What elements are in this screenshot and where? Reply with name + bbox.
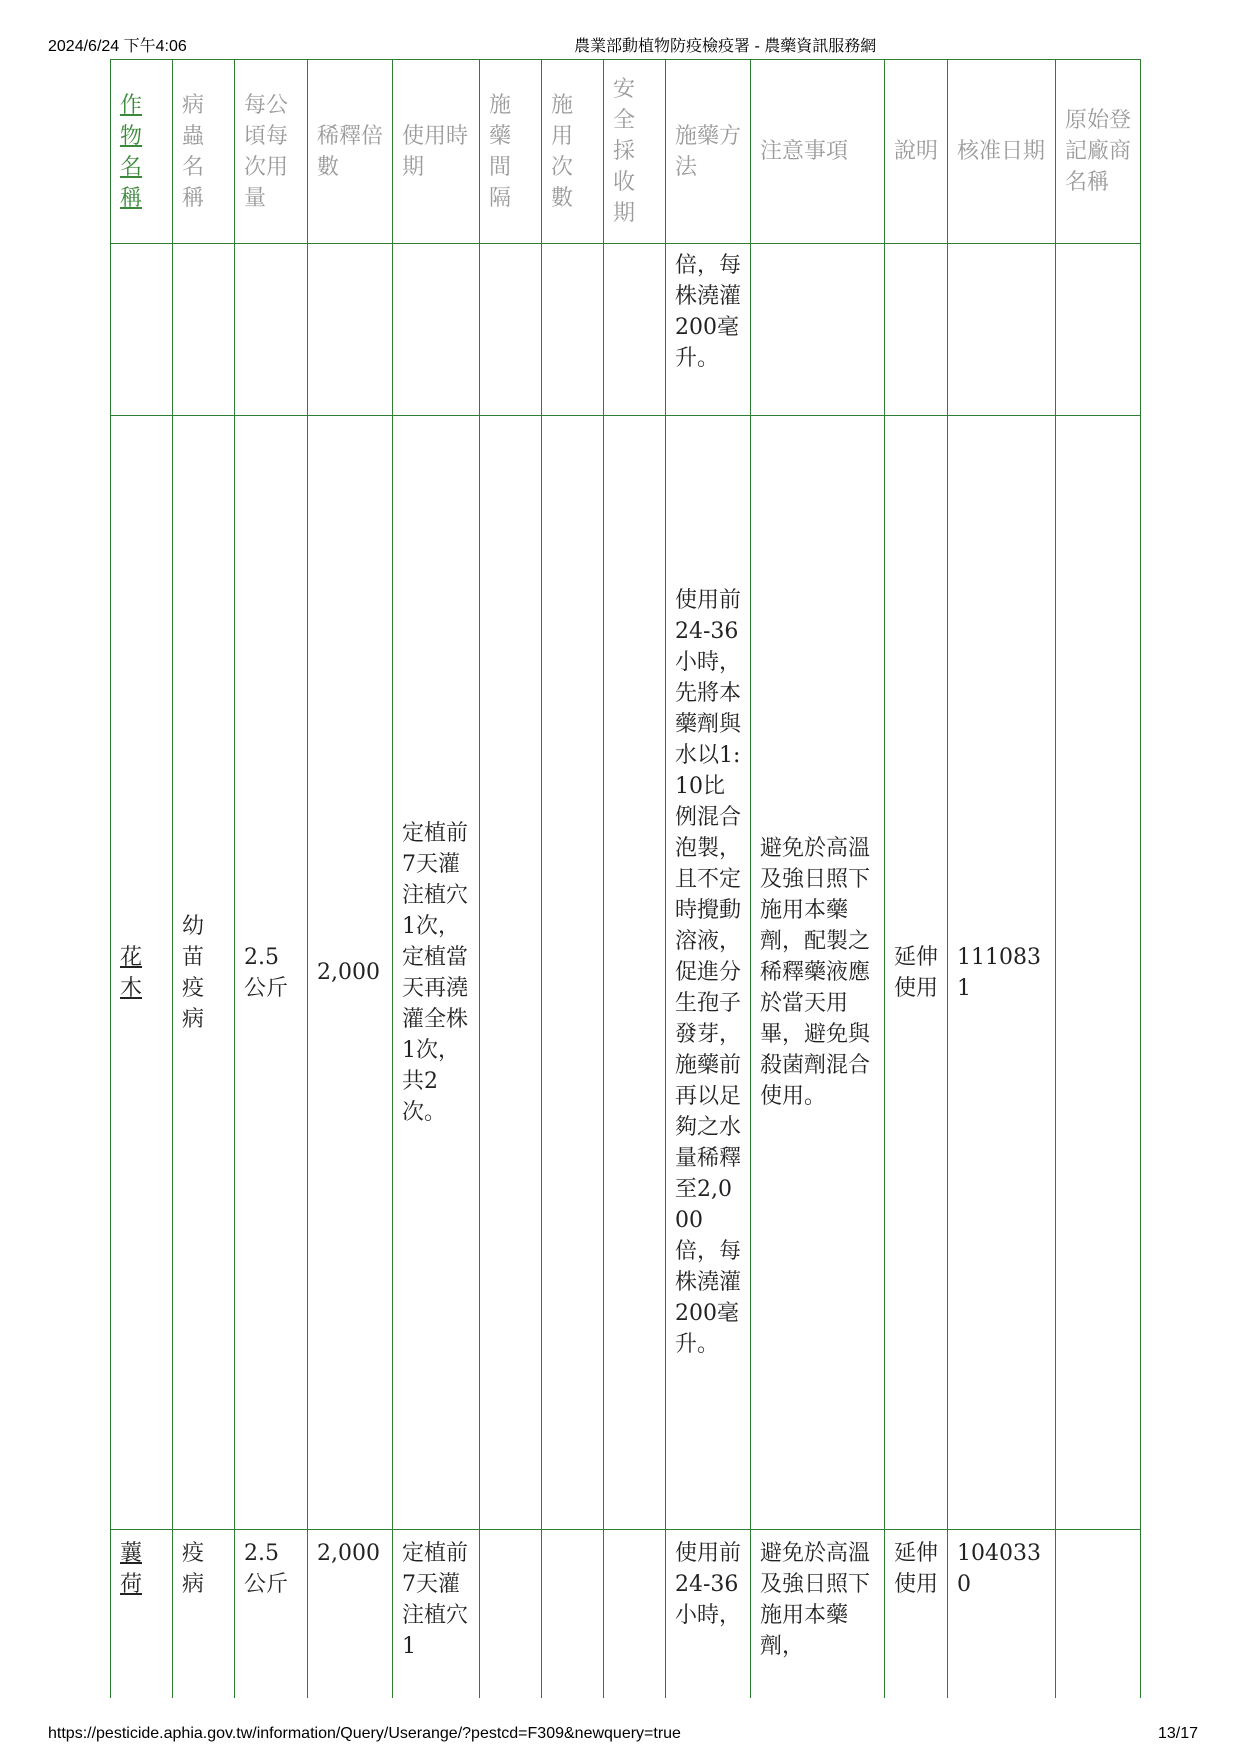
cell-registrant [1056, 244, 1141, 416]
cell-dilution [308, 244, 393, 416]
cell-timing: 定植前7天灌注植穴1次，定植當天再澆灌全株1次，共2次。 [393, 416, 480, 1530]
print-datetime: 2024/6/24 下午4:06 [48, 38, 187, 55]
header-dose: 每公頃每次用量 [235, 60, 308, 244]
cell-method: 使用前24-36小時， [666, 1530, 751, 1698]
cell-dose [235, 244, 308, 416]
cell-times [542, 1530, 604, 1698]
cell-dilution: 2,000 [308, 416, 393, 1530]
cell-approve-date: 1040330 [948, 1530, 1056, 1698]
cell-remark [885, 244, 948, 416]
cell-pest: 幼苗疫病 [173, 416, 235, 1530]
cell-times [542, 244, 604, 416]
cell-crop [111, 1530, 173, 1698]
table-header-row [111, 60, 1141, 244]
cell-timing: 定植前7天灌注植穴1 [393, 1530, 480, 1698]
cell-interval [480, 1530, 542, 1698]
crop-link[interactable]: 花木 [120, 944, 143, 1001]
cell-interval [480, 416, 542, 1530]
header-approve-date: 核准日期 [948, 60, 1056, 244]
print-url: https://pesticide.aphia.gov.tw/information/Query/Userange/?pestcd=F309&newquery=true [48, 1725, 681, 1742]
crop-link[interactable]: 蘘荷 [120, 1541, 143, 1597]
print-page-title: 農業部動植物防疫檢疫署 - 農藥資訊服務網 [574, 38, 877, 55]
header-registrant: 原始登記廠商名稱 [1056, 60, 1141, 244]
pesticide-usage-table [110, 59, 1141, 1698]
cell-dilution: 2,000 [308, 1530, 393, 1698]
table-row [111, 244, 1141, 416]
cell-crop [111, 244, 173, 416]
cell-method: 倍，每株澆灌200毫升。 [666, 244, 751, 416]
cell-times [542, 416, 604, 1530]
cell-notes [751, 244, 885, 416]
header-crop[interactable]: 作物名稱 [111, 60, 173, 244]
cell-registrant [1056, 416, 1141, 1530]
cell-notes: 避免於高溫及強日照下施用本藥劑，配製之稀釋藥液應於當天用畢，避免與殺菌劑混合使用。 [751, 416, 885, 1530]
header-dilution: 稀釋倍數 [308, 60, 393, 244]
header-pest: 病蟲名稱 [173, 60, 235, 244]
table-row [111, 1530, 1141, 1698]
cell-approve-date: 1110831 [948, 416, 1056, 1530]
header-interval: 施藥間隔 [480, 60, 542, 244]
cell-notes: 避免於高溫及強日照下施用本藥劑， [751, 1530, 885, 1698]
cell-crop [111, 416, 173, 1530]
print-page-number: 13/17 [1158, 1725, 1199, 1742]
header-timing: 使用時期 [393, 60, 480, 244]
cell-dose: 2.5公斤 [235, 416, 308, 1530]
table-row [111, 416, 1141, 1530]
header-times: 施用次數 [542, 60, 604, 244]
cell-phi [604, 416, 666, 1530]
cell-remark: 延伸使用 [885, 1530, 948, 1698]
cell-approve-date [948, 244, 1056, 416]
cell-phi [604, 244, 666, 416]
cell-pest: 疫病 [173, 1530, 235, 1698]
cell-method: 使用前24-36小時，先將本藥劑與水以1:10比例混合泡製，且不定時攪動溶液，促進分生孢子發芽，施藥前再以足夠之水量稀釋至2,000倍，每株澆灌200毫升。 [666, 416, 751, 1530]
cell-timing [393, 244, 480, 416]
header-phi: 安全採收期 [604, 60, 666, 244]
cell-registrant [1056, 1530, 1141, 1698]
header-remark: 說明 [885, 60, 948, 244]
cell-pest [173, 244, 235, 416]
header-notes: 注意事項 [751, 60, 885, 244]
header-method: 施藥方法 [666, 60, 751, 244]
cell-remark: 延伸使用 [885, 416, 948, 1530]
cell-phi [604, 1530, 666, 1698]
cell-interval [480, 244, 542, 416]
cell-dose: 2.5公斤 [235, 1530, 308, 1698]
